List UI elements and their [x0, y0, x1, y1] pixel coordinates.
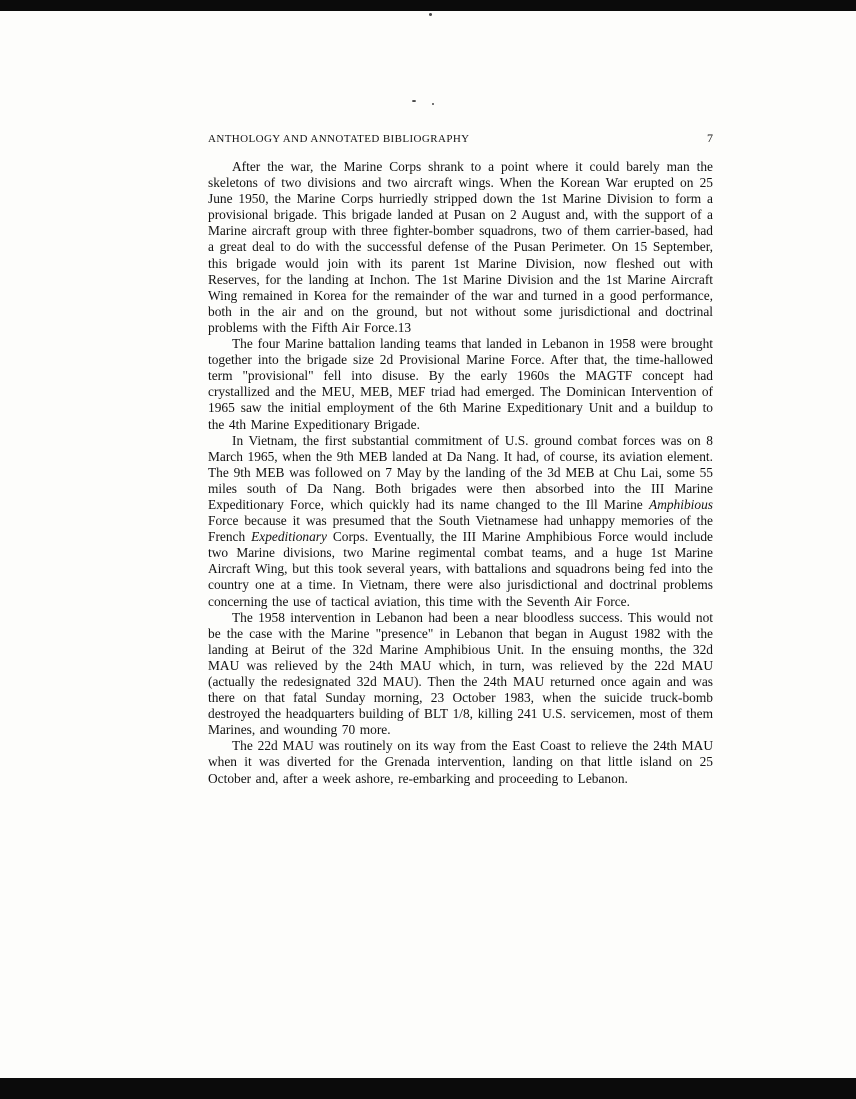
italic-amphibious: Amphibious [649, 496, 713, 512]
paragraph-lebanon-1958: The four Marine battalion landing teams that landed in Lebanon in 1958 were brought together into the brigade size 2d Provisional Marine Force. After that, the time-hallowed term "provisional" fell into disuse. By the early 1960s the MAGTF concept had crystallized and the MEU, MEB, MEF triad had emerged. The Dominican Intervention of 1965 saw the initial employment of the 6th Marine Expeditionary Unit and a buildup to the 4th Marine Expeditionary Brigade. [208, 336, 713, 432]
scan-speck [432, 103, 434, 105]
paragraph-beirut: The 1958 intervention in Lebanon had been a near bloodless success. This would not be the case with the Marine "presence" in Lebanon that began in August 1982 with the landing at Beirut of the 32d Marine Amphibious Unit. In the ensuing months, the 32d MAU was relieved by the 24th MAU which, in turn, was relieved by the 22d MAU (actually the redesignated 32d MAU). Then the 24th MAU returned once again and was there on that fatal Sunday morning, 23 October 1983, when the suicide truck-bomb destroyed the headquarters building of BLT 1/8, killing 241 U.S. servicemen, most of them Marines, and wounding 70 more. [208, 609, 713, 738]
scan-edge-bottom [0, 1078, 856, 1099]
scan-speck [429, 13, 432, 16]
paragraph-vietnam [208, 433, 713, 610]
header-title: ANTHOLOGY AND ANNOTATED BIBLIOGRAPHY [208, 133, 470, 145]
paragraph-vietnam-text: Corps. Eventually, the III Marine Amphibious Force would include two Marine divisions, two Marine regimental combat teams, and a huge 1st Marine Aircraft Wing, but this took several years, with battalions and squadrons being fed into the country one at a time. In Vietnam, there were also jurisdictional and doctrinal problems concerning the use of tactical aviation, this time with the Seventh Air Force. [208, 529, 714, 609]
paragraph-vietnam-text: In Vietnam, the first substantial commitment of U.S. ground combat forces was on 8 March 1965, when the 9th MEB landed at Da Nang. It had, of course, its aviation element. The 9th MEB was followed on 7 May by the landing of the 3d MEB at Chu Lai, some 55 miles south of Da Nang. Both brigades were then absorbed into the III Marine Expeditionary Force, which quickly had its name changed to the Ill Marine [208, 432, 713, 512]
paragraph-vietnam-text: Force because it was presumed that the South Vietnamese had unhappy memories of the French [208, 513, 713, 545]
page-content [208, 131, 713, 787]
paragraph-korea: After the war, the Marine Corps shrank to a point where it could barely man the skeletons of two divisions and two aircraft wings. When the Korean War erupted on 25 June 1950, the Marine Corps hurriedly stripped down the 1st Marine Division to form a provisional brigade. This brigade landed at Pusan on 2 August and, with the support of a Marine aircraft group with three fighter-bomber squadrons, two of them carrier-based, had a great deal to do with the successful defense of the Pusan Perimeter. On 15 September, this brigade would join with its parent 1st Marine Division, now fleshed out with Reserves, for the landing at Inchon. The 1st Marine Division and the 1st Marine Aircraft Wing remained in Korea for the remainder of the war and turned in a good performance, both in the air and on the ground, but not without some jurisdictional and doctrinal problems with the Fifth Air Force.13 [208, 159, 713, 335]
running-header [208, 131, 713, 146]
scan-edge-top [0, 0, 856, 11]
page-number: 7 [707, 131, 713, 145]
scan-speck [412, 100, 416, 102]
paragraph-grenada: The 22d MAU was routinely on its way from the East Coast to relieve the 24th MAU when it was diverted for the Grenada intervention, landing on that little island on 25 October and, after a week ashore, re-embarking and proceeding to Lebanon. [208, 738, 713, 786]
body-text [208, 159, 713, 787]
italic-expeditionary: Expeditionary [251, 529, 327, 545]
